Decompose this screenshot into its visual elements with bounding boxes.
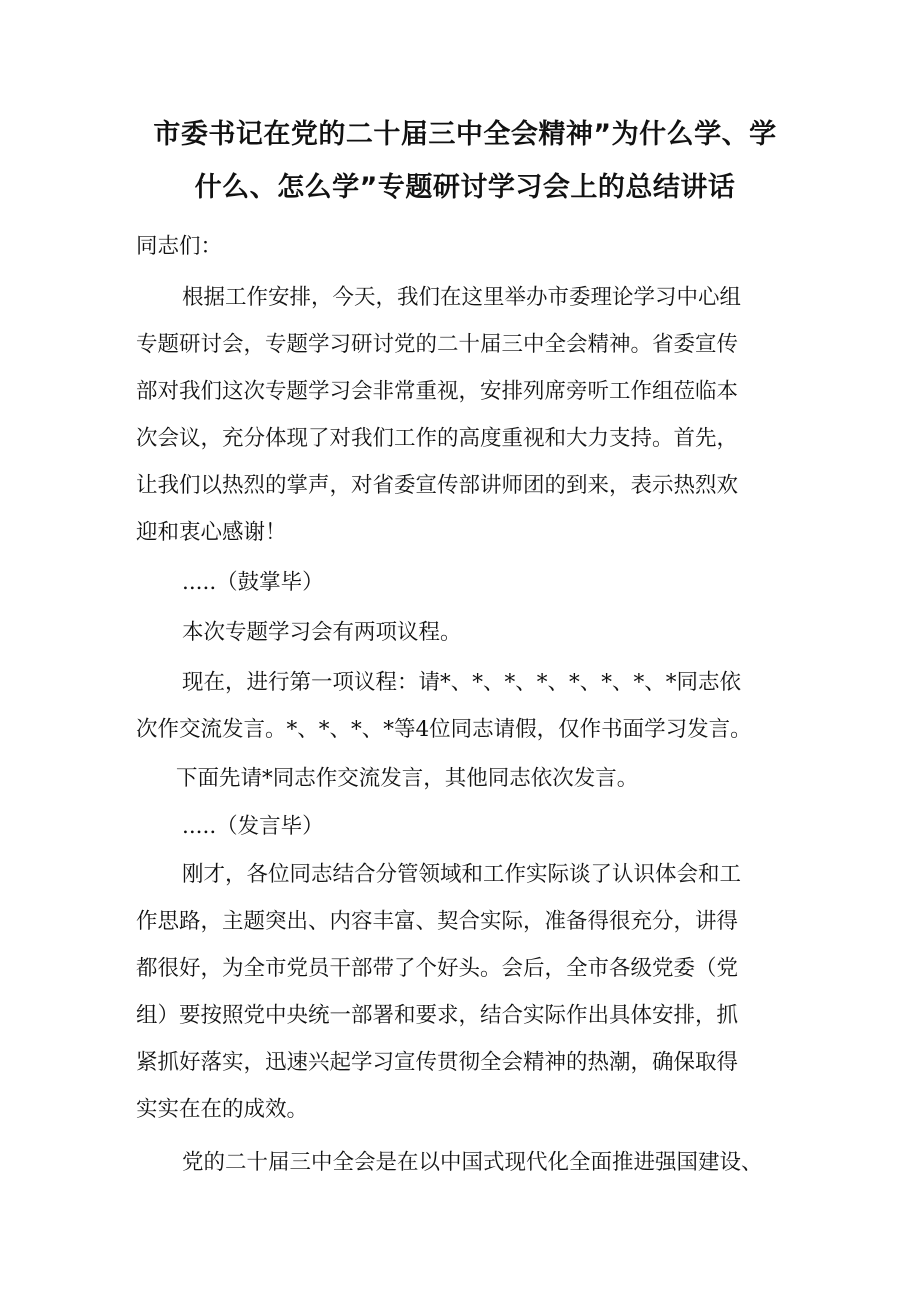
paragraph-line: 组）要按照党中央统一部署和要求，结合实际作出具体安排，抓 <box>136 1003 739 1028</box>
paragraph-line: 部对我们这次专题学习会非常重视，安排列席旁听工作组莅临本 <box>136 379 739 404</box>
paragraph-line: 都很好，为全市党员干部带了个好头。会后，全市各级党委（党 <box>136 956 739 981</box>
paragraph-line: 党的二十届三中全会是在以中国式现代化全面推进强国建设、 <box>182 1150 763 1175</box>
paragraph-line: 紧抓好落实，迅速兴起学习宣传贯彻全会精神的热潮，确保取得 <box>136 1050 739 1075</box>
paragraph-line: 让我们以热烈的掌声，对省委宣传部讲师团的到来，表示热烈欢 <box>136 473 739 498</box>
paragraph-line: 次作交流发言。*、*、*、*等4位同志请假，仅作书面学习发言。 <box>136 717 752 742</box>
paragraph-line: 下面先请*同志作交流发言，其他同志依次发言。 <box>176 766 639 791</box>
paragraph-line: 实实在在的成效。 <box>136 1097 309 1122</box>
paragraph-line: 次会议，充分体现了对我们工作的高度重视和大力支持。首先， <box>136 426 739 451</box>
paragraph-line: 现在，进行第一项议程：请*、*、*、*、*、*、*、*同志依 <box>182 670 742 695</box>
paragraph-line: 本次专题学习会有两项议程。 <box>182 620 462 645</box>
paragraph-line: 刚才，各位同志结合分管领域和工作实际谈了认识体会和工 <box>182 862 742 887</box>
paragraph-line: 迎和衷心感谢！ <box>136 520 287 545</box>
paragraph-line: 根据工作安排，今天，我们在这里举办市委理论学习中心组 <box>182 285 742 310</box>
stage-direction: .....（鼓掌毕） <box>182 570 324 595</box>
paragraph-line: 专题研讨会，专题学习研讨党的二十届三中全会精神。省委宣传 <box>136 332 739 357</box>
document-title-line-2: 什么、怎么学”专题研讨学习会上的总结讲话 <box>194 172 736 203</box>
paragraph-line: 作思路，主题突出、内容丰富、契合实际，准备得很充分，讲得 <box>136 909 739 934</box>
stage-direction: .....（发言毕） <box>182 814 324 839</box>
salutation: 同志们： <box>136 234 223 259</box>
document-title-line-1: 市委书记在党的二十届三中全会精神”为什么学、学 <box>153 119 777 150</box>
